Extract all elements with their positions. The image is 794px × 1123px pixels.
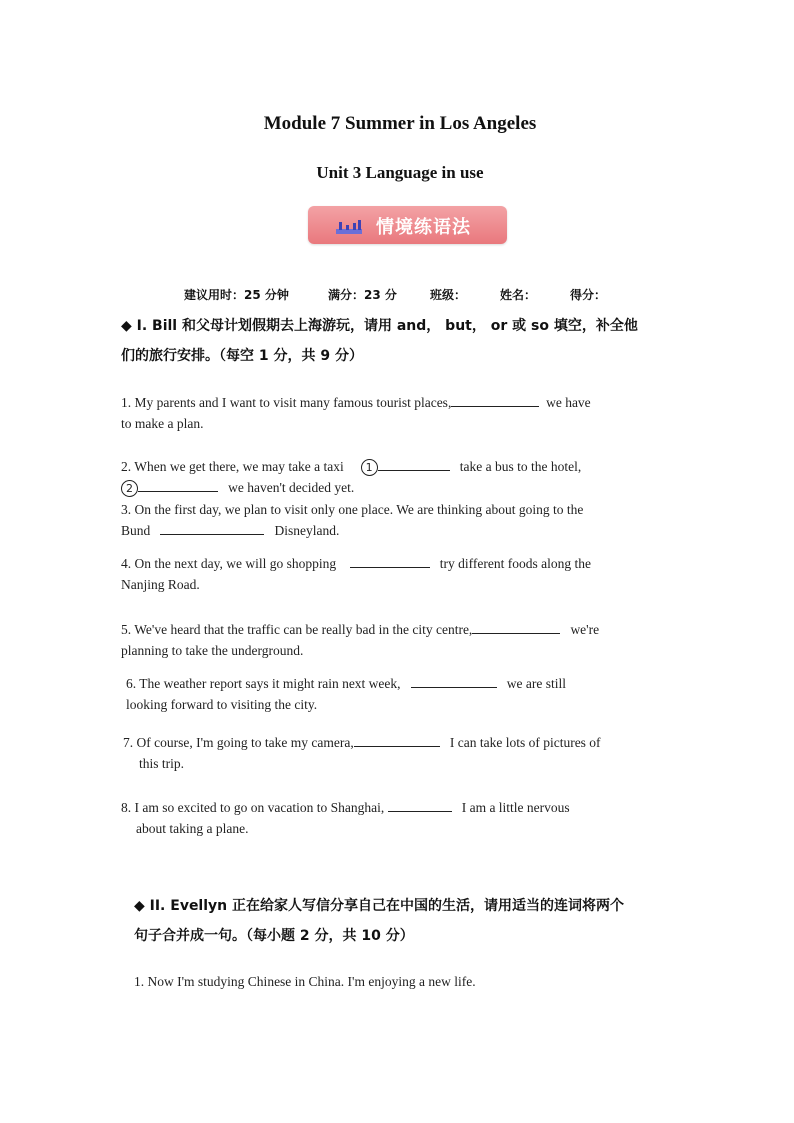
- info-result: 得分：: [570, 288, 607, 302]
- blank-8[interactable]: [388, 798, 452, 812]
- blank-3[interactable]: [160, 521, 264, 535]
- question-3: 3. On the first day, we plan to visit only one place. We are thinking about going to the Bund Disneyland.: [121, 502, 584, 538]
- info-class: 班级：: [430, 288, 467, 302]
- section-badge: [308, 206, 507, 244]
- info-score: 满分：23 分: [328, 288, 397, 302]
- question-7: 7. Of course, I'm going to take my camera, I can take lots of pictures of this trip.: [123, 735, 601, 771]
- info-time: 建议用时：25 分钟: [184, 288, 289, 302]
- blank-1[interactable]: [451, 393, 539, 407]
- question-2: 2. When we get there, we may take a taxi 1 take a bus to the hotel, 2 we haven't decided yet.: [121, 459, 582, 496]
- blank-4[interactable]: [350, 554, 430, 568]
- question-8: 8. I am so excited to go on vacation to Shanghai, I am a little nervous about taking a plane.: [121, 800, 570, 836]
- section1-line1: ◆ I. Bill 和父母计划假期去上海游玩，请用 and， but， or 或 so 填空，补全他: [121, 318, 638, 334]
- section2-line1: ◆ II. Evellyn 正在给家人写信分享自己在中国的生活，请用适当的连词将两个: [134, 898, 624, 914]
- question-4: 4. On the next day, we will go shopping try different foods along the Nanjing Road.: [121, 556, 591, 592]
- unit-subtitle: Unit 3 Language in use: [316, 163, 484, 182]
- question-5: 5. We've heard that the traffic can be really bad in the city centre, we're planning to take the underground.: [121, 622, 600, 658]
- blank-5[interactable]: [472, 620, 560, 634]
- chart-icon: [336, 220, 362, 234]
- circle-marker-2: 2: [121, 480, 138, 497]
- blank-2-2[interactable]: [138, 478, 218, 492]
- section2-heading: [134, 891, 682, 951]
- circle-marker-1: 1: [361, 459, 378, 476]
- blank-7[interactable]: [354, 733, 440, 747]
- page-title: Module 7 Summer in Los Angeles: [263, 113, 537, 134]
- section2-line2: 句子合并成一句。（每小题 2 分，共 10 分）: [134, 928, 414, 944]
- blank-2-1[interactable]: [378, 457, 450, 471]
- section1-line2: 们的旅行安排。（每空 1 分，共 9 分）: [121, 348, 363, 364]
- section2-question-1: 1. Now I'm studying Chinese in China. I'm enjoying a new life.: [134, 974, 476, 989]
- section1-heading: [121, 311, 681, 371]
- question-1: 1. My parents and I want to visit many famous tourist places, we have to make a plan.: [121, 395, 591, 431]
- badge-label: 情境练语法: [376, 217, 471, 238]
- info-name: 姓名：: [500, 288, 537, 302]
- question-6: 6. The weather report says it might rain next week, we are still looking forward to visiting the city.: [126, 676, 567, 712]
- blank-6[interactable]: [411, 674, 497, 688]
